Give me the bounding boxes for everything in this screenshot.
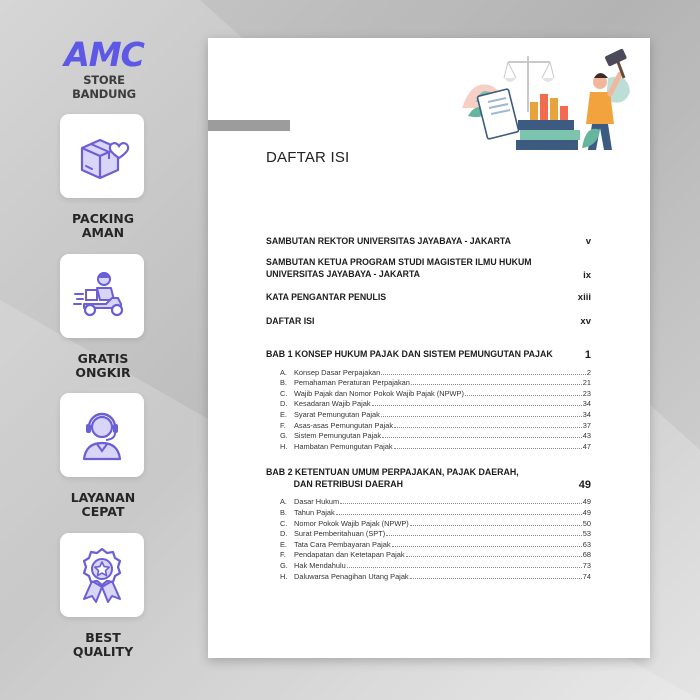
- item-letter: G.: [280, 560, 288, 570]
- table-of-contents: [266, 236, 591, 581]
- item-letter: B.: [280, 507, 287, 517]
- item-page: 23: [582, 388, 591, 398]
- toc-page-number: v: [585, 236, 591, 247]
- item-page: 49: [582, 507, 591, 517]
- brand-name: AMC: [64, 35, 144, 74]
- leader-dots: [372, 405, 582, 406]
- toc-item: [266, 387, 591, 398]
- toc-item: [266, 559, 591, 570]
- item-page: 34: [582, 399, 591, 409]
- toc-item: [266, 408, 591, 419]
- feature-card: [60, 533, 144, 617]
- item-name: Dasar Hukum: [294, 497, 340, 507]
- item-letter: H.: [280, 571, 288, 581]
- item-name: Pendapatan dan Ketetapan Pajak: [294, 550, 405, 560]
- item-page: 21: [582, 378, 591, 388]
- feature-card: [60, 254, 144, 338]
- toc-item: [266, 549, 591, 560]
- chapter-title: BAB 2 KETENTUAN UMUM PERPAJAKAN, PAJAK DAERAH,: [266, 466, 519, 478]
- leader-dots: [411, 384, 582, 385]
- chapter-heading: [266, 467, 591, 491]
- toc-chapter: [266, 467, 591, 581]
- leader-dots: [381, 416, 582, 417]
- leader-dots: [336, 514, 582, 515]
- item-page: 74: [582, 571, 591, 581]
- toc-item: [266, 377, 591, 388]
- brand-logo: [52, 35, 156, 101]
- feature-packing: [60, 114, 146, 240]
- item-page: 68: [582, 550, 591, 560]
- item-name: Kesadaran Wajib Pajak: [294, 399, 371, 409]
- item-name: Pemahaman Peraturan Perpajakan: [294, 378, 410, 388]
- document-title: DAFTAR ISI: [266, 149, 350, 166]
- item-name: Tata Cara Pembayaran Pajak: [294, 539, 391, 549]
- feature-card: [60, 393, 144, 477]
- feature-service: [60, 393, 146, 519]
- chapter-title-row: [266, 479, 591, 491]
- toc-item: [266, 496, 591, 507]
- feature-card: [60, 114, 144, 198]
- toc-item: [266, 517, 591, 528]
- item-letter: G.: [280, 431, 288, 441]
- leader-dots: [347, 567, 582, 568]
- toc-item: [266, 528, 591, 539]
- item-name: Asas-asas Pemungutan Pajak: [294, 420, 394, 430]
- item-page: 43: [582, 431, 591, 441]
- feature-label: PACKING AMAN: [72, 211, 134, 240]
- item-name: Hak Mendahulu: [294, 560, 346, 570]
- item-page: 47: [582, 441, 591, 451]
- toc-front-row: [266, 316, 591, 327]
- leader-dots: [465, 395, 582, 396]
- toc-page-number: xiii: [577, 292, 591, 303]
- toc-item: [266, 506, 591, 517]
- customer-service-icon: [72, 405, 132, 465]
- toc-item: [266, 538, 591, 549]
- item-letter: C.: [280, 388, 288, 398]
- toc-entry-title: DAFTAR ISI: [266, 316, 315, 327]
- toc-item: [266, 366, 591, 377]
- leader-dots: [392, 546, 582, 547]
- item-name: Konsep Dasar Perpajakan: [294, 367, 381, 377]
- leader-dots: [340, 503, 582, 504]
- chapter-items: [266, 496, 591, 581]
- leader-dots: [406, 556, 582, 557]
- toc-chapter: [266, 349, 591, 451]
- chapter-title: BAB 1 KONSEP HUKUM PAJAK DAN SISTEM PEMUNGUTAN PAJAK: [266, 349, 553, 360]
- chapter-title-line2: DAN RETRIBUSI DAERAH: [293, 478, 403, 490]
- feature-label: BEST QUALITY: [72, 630, 134, 659]
- item-name: Wajib Pajak dan Nomor Pokok Wajib Pajak (NPWP): [294, 388, 464, 398]
- toc-entry-title: SAMBUTAN REKTOR UNIVERSITAS JAYABAYA - JAKARTA: [266, 236, 511, 247]
- leader-dots: [386, 535, 582, 536]
- item-letter: D.: [280, 529, 288, 539]
- item-name: Nomor Pokok Wajib Pajak (NPWP): [294, 518, 409, 528]
- document-page: [208, 38, 650, 658]
- leader-dots: [381, 374, 586, 375]
- item-letter: A.: [280, 367, 287, 377]
- quality-badge-icon: [72, 545, 132, 605]
- item-letter: E.: [280, 409, 287, 419]
- item-page: 73: [582, 560, 591, 570]
- feature-label: LAYANAN CEPAT: [70, 490, 136, 519]
- toc-front-row: [266, 257, 591, 281]
- feature-label: GRATIS ONGKIR: [75, 351, 131, 380]
- item-page: 50: [582, 518, 591, 528]
- toc-front-row: [266, 292, 591, 303]
- item-page: 53: [582, 529, 591, 539]
- toc-item: [266, 398, 591, 409]
- item-name: Hambatan Pemungutan Pajak: [294, 441, 393, 451]
- item-name: Sistem Pemungutan Pajak: [294, 431, 382, 441]
- chapter-page: 49: [578, 478, 591, 491]
- item-name: Daluwarsa Penagihan Utang Pajak: [294, 571, 409, 581]
- item-name: Surat Pemberitahuan (SPT): [294, 529, 386, 539]
- item-page: 2: [586, 367, 591, 377]
- delivery-scooter-icon: [72, 266, 132, 326]
- item-name: Tahun Pajak: [294, 507, 335, 517]
- leader-dots: [394, 448, 582, 449]
- toc-entry-title: SAMBUTAN KETUA PROGRAM STUDI MAGISTER ILMU HUKUM UNIVERSITAS JAYABAYA - JAKARTA: [266, 257, 532, 280]
- item-page: 34: [582, 409, 591, 419]
- chapter-items: [266, 366, 591, 451]
- toc-item: [266, 430, 591, 441]
- leader-dots: [382, 437, 582, 438]
- decorative-bar: [208, 120, 290, 131]
- item-page: 63: [582, 539, 591, 549]
- feature-quality: [60, 533, 146, 659]
- item-page: 49: [582, 497, 591, 507]
- toc-page-number: xv: [580, 316, 591, 327]
- item-name: Syarat Pemungutan Pajak: [294, 409, 380, 419]
- item-letter: B.: [280, 378, 287, 388]
- leader-dots: [394, 427, 582, 428]
- item-letter: C.: [280, 518, 288, 528]
- box-heart-icon: [72, 126, 132, 186]
- item-letter: E.: [280, 539, 287, 549]
- toc-item: [266, 440, 591, 451]
- item-letter: F.: [280, 420, 286, 430]
- item-letter: F.: [280, 550, 286, 560]
- feature-shipping: [60, 254, 146, 380]
- item-page: 37: [582, 420, 591, 430]
- toc-item: [266, 570, 591, 581]
- toc-item: [266, 419, 591, 430]
- chapter-heading: [266, 349, 591, 361]
- law-illustration: [458, 38, 634, 153]
- leader-dots: [410, 578, 582, 579]
- chapter-page: 1: [584, 349, 591, 361]
- item-letter: H.: [280, 441, 288, 451]
- item-letter: A.: [280, 497, 287, 507]
- toc-front-row: [266, 236, 591, 247]
- brand-subtitle: STORE BANDUNG: [72, 73, 136, 101]
- toc-entry-title: KATA PENGANTAR PENULIS: [266, 292, 387, 303]
- leader-dots: [410, 525, 582, 526]
- item-letter: D.: [280, 399, 288, 409]
- toc-page-number: ix: [583, 270, 591, 281]
